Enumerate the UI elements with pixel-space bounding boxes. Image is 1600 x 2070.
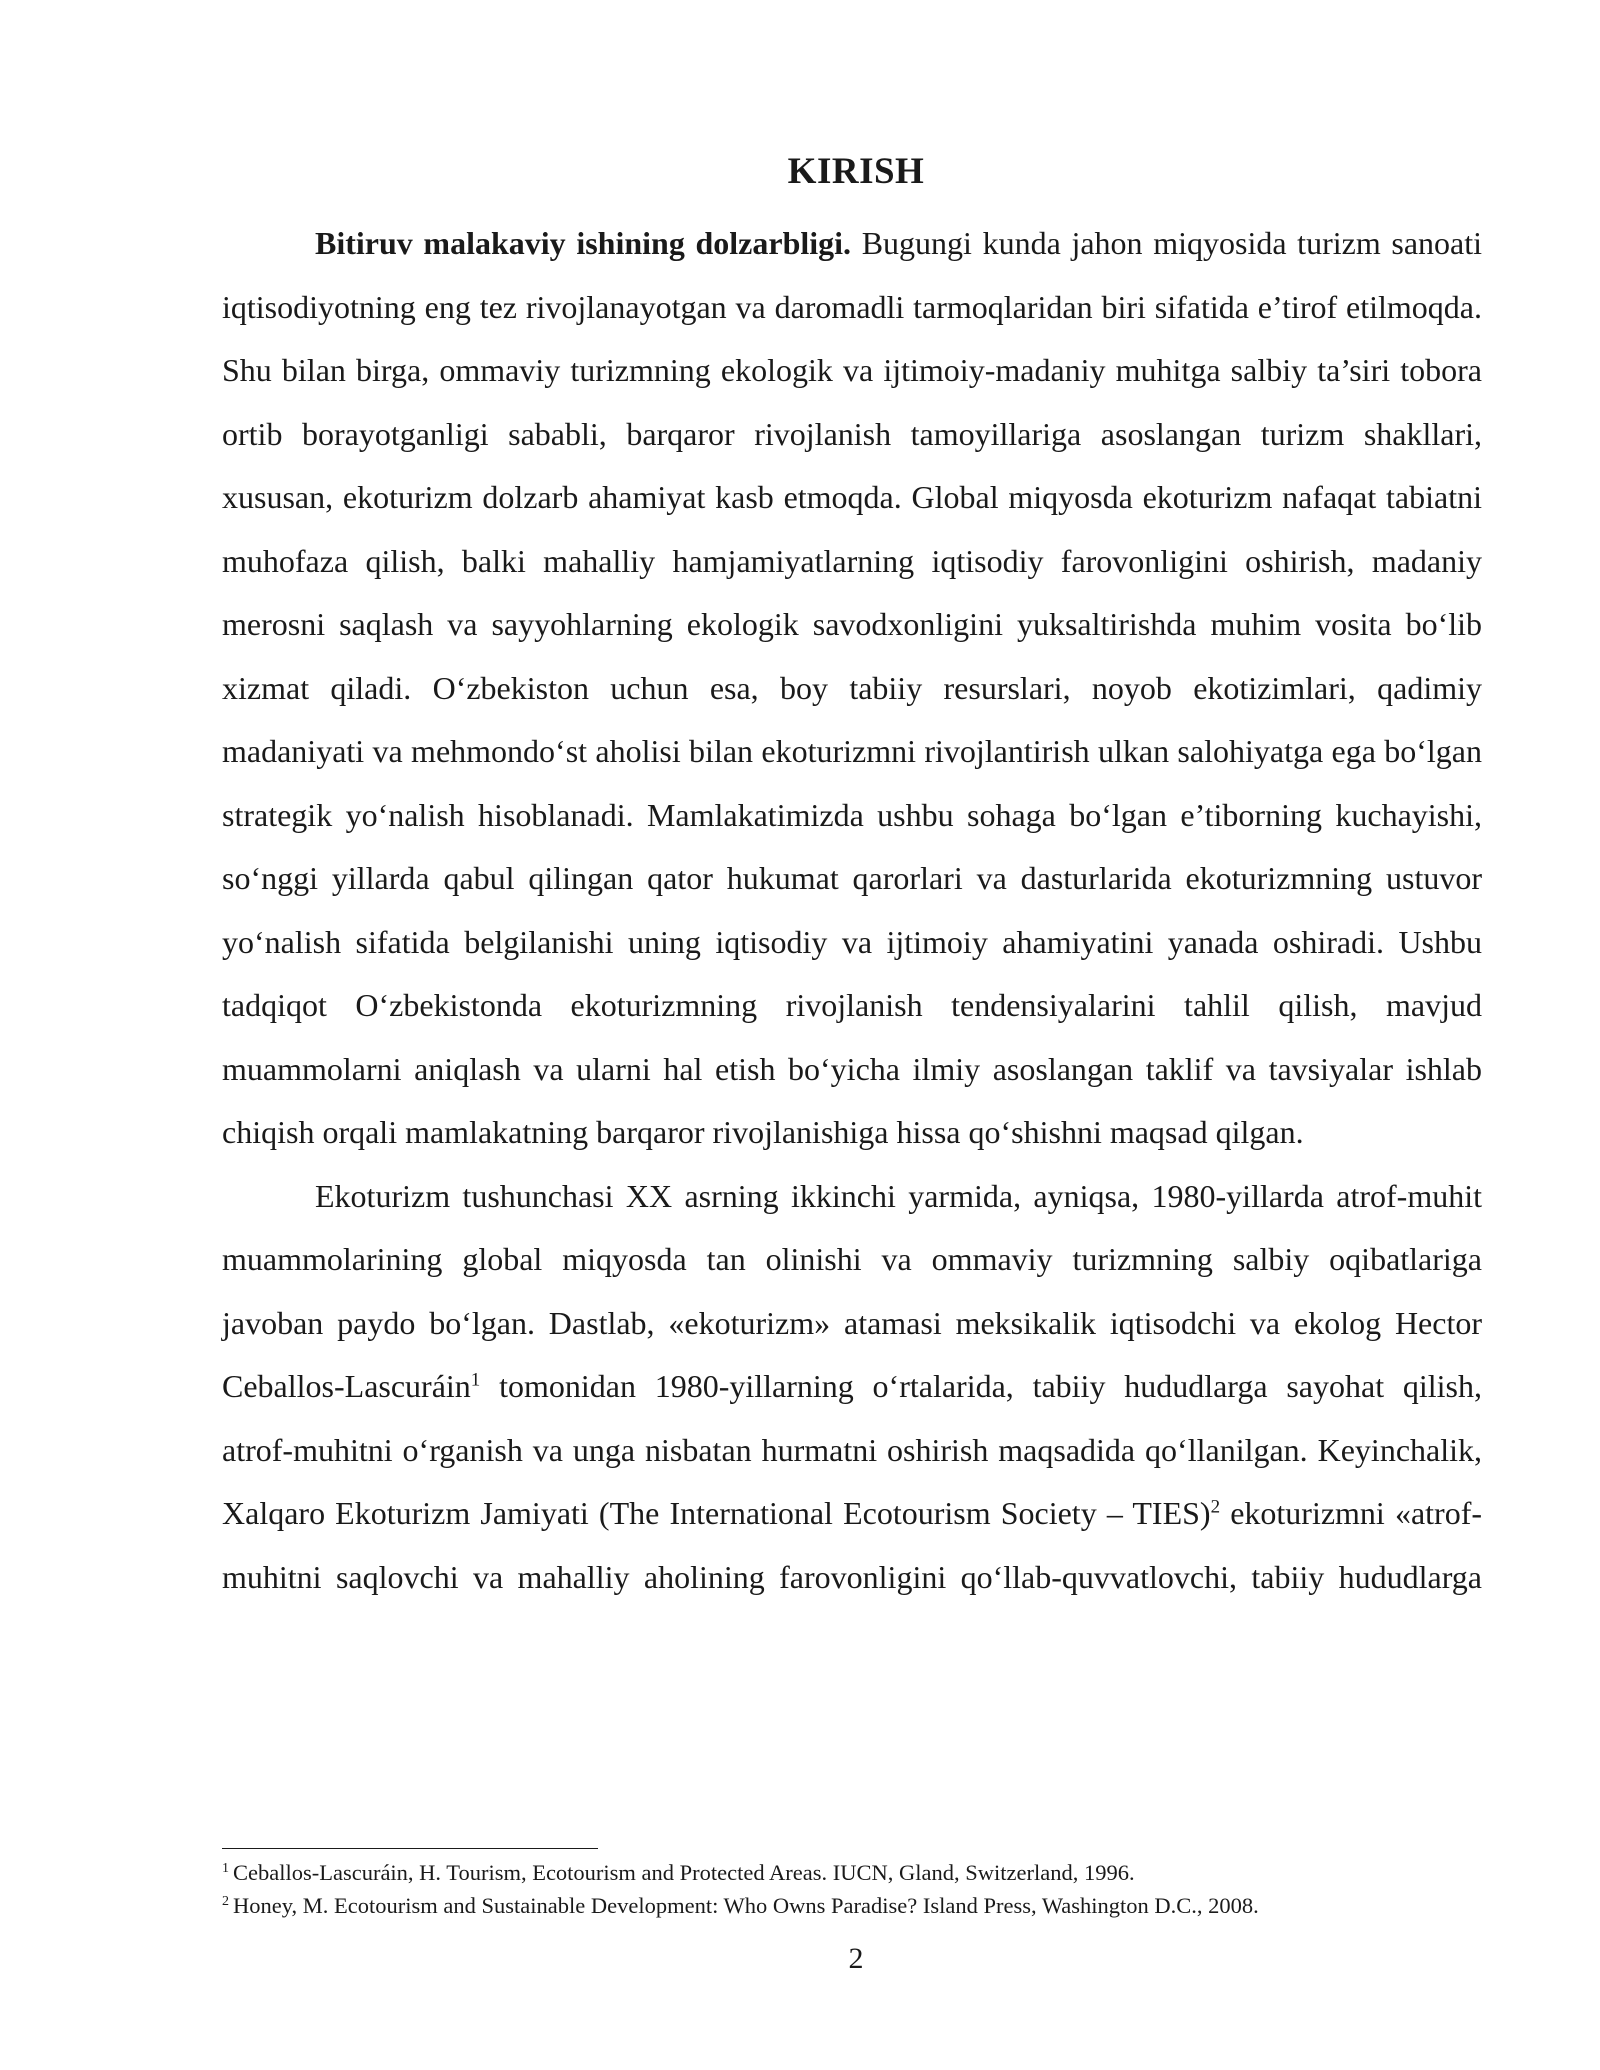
footnote-reference-2[interactable]: 2 <box>1210 1496 1221 1518</box>
page-number: 2 <box>848 1942 864 1975</box>
paragraph-relevance <box>222 212 1482 1165</box>
footnote-reference-1[interactable]: 1 <box>470 1369 481 1391</box>
paragraph-ecotourism-origin <box>222 1165 1482 1610</box>
footnote-text: Honey, M. Ecotourism and Sustainable Development: Who Owns Paradise? Island Press, Washington D.C., 2008. <box>233 1893 1259 1918</box>
footnote-mark: 1 <box>222 1860 229 1876</box>
paragraph-text: Ekoturizm tushunchasi XX asrning ikkinchi yarmida, ayniqsa, 1980-yillarda atrof-muhit muammolarining global miqyosda tan olinishi va ommaviy turizmning salbiy oqibatlariga javoban paydo bo‘lgan. Dastlab, «ekoturizm» atamasi meksikalik iqtisodchi va ekolog Hector Ceballos-Lascuráin <box>222 1177 1482 1404</box>
paragraph-lead: Bitiruv malakaviy ishining dolzarbligi. <box>315 225 852 261</box>
paragraph-text: ekoturizmni «atrof-muhitni saqlovchi va mahalliy aholining farovonligini qo‘llab-quvvatlovchi, tabiiy hududlarga <box>222 1495 1483 1595</box>
footnote-2 <box>222 1889 1482 1922</box>
footnote-text: Ceballos-Lascuráin, H. Tourism, Ecotourism and Protected Areas. IUCN, Gland, Switzerland, 1996. <box>233 1860 1135 1885</box>
paragraph-text: tomonidan 1980-yillarning o‘rtalarida, tabiiy hududlarga sayohat qilish, atrof-muhitni o‘rganish va unga nisbatan hurmatni oshirish maqsadida qo‘llanilgan. Keyinchalik, Xalqaro Ekoturizm Jamiyati (The International Ecotourism Society – TIES) <box>222 1368 1482 1531</box>
paragraph-text: Bugungi kunda jahon miqyosida turizm sanoati iqtisodiyotning eng tez rivojlanayotgan va daromadli tarmoqlaridan biri sifatida e’tirof etilmoqda. Shu bilan birga, ommaviy turizmning ekologik va ijtimoiy-madaniy muhitga salbiy ta’siri tobora ortib borayotganligi sababli, barqaror rivojlanish tamoyillariga asoslangan turizm shakllari, xususan, ekoturizm dolzarb ahamiyat kasb etmoqda. Global miqyosda ekoturizm nafaqat tabiatni muhofaza qilish, balki mahalliy hamjamiyatlarning iqtisodiy farovonligini oshirish, madaniy merosni saqlash va sayyohlarning ekologik savodxonligini yuksaltirishda muhim vosita bo‘lib xizmat qiladi. O‘zbekiston uchun esa, boy tabiiy resurslari, noyob ekotizimlari, qadimiy madaniyati va mehmondo‘st aholisi bilan ekoturizmni rivojlantirish ulkan salohiyatga ega bo‘lgan strategik yo‘nalish hisoblanadi. Mamlakatimizda ushbu sohaga bo‘lgan e’tiborning kuchayishi, so‘nggi yillarda qabul qilingan qator hukumat qarorlari va dasturlarida ekoturizmning ustuvor yo‘nalish sifatida belgilanishi uning iqtisodiy va ijtimoiy ahamiyatini yanada oshiradi. Ushbu tadqiqot O‘zbekistonda ekoturizmning rivojlanish tendensiyalarini tahlil qilish, mavjud muammolarni aniqlash va ularni hal etish bo‘yicha ilmiy asoslangan taklif va tavsiyalar ishlab chiqish orqali mamlakatning barqaror rivojlanishiga hissa qo‘shishni maqsad qilgan. <box>222 225 1483 1150</box>
footnote-1 <box>222 1856 1482 1889</box>
body-text <box>222 212 1482 1609</box>
section-heading: KIRISH <box>787 151 925 192</box>
footnote-mark: 2 <box>222 1893 229 1909</box>
footnote-separator <box>222 1848 598 1849</box>
footnotes <box>222 1856 1482 1922</box>
